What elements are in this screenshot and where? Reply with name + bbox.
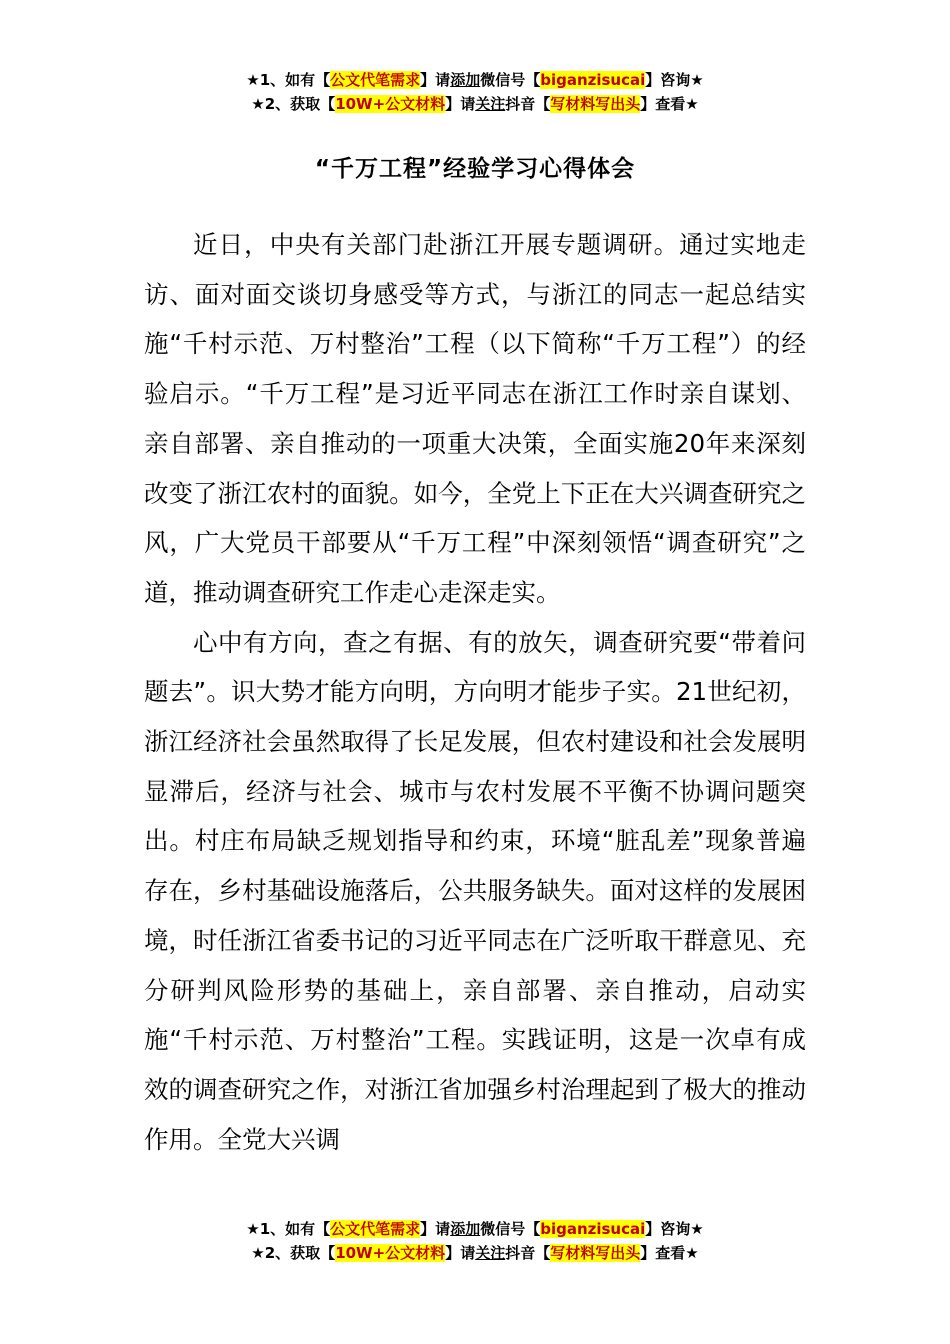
- ad-highlight: 10W+公文材料: [335, 95, 446, 113]
- ad-text: ★1、如有【: [246, 1220, 331, 1238]
- ad-text: ★2、获取【: [251, 95, 336, 113]
- header-ad-line-1: [0, 68, 950, 92]
- ad-text: ★1、如有【: [246, 71, 331, 89]
- ad-text: 】查看★: [640, 95, 699, 113]
- ad-text: 】请: [420, 71, 451, 89]
- ad-text: 】查看★: [640, 1244, 699, 1262]
- ad-text: 】请: [420, 1220, 451, 1238]
- header-ad: [0, 68, 950, 116]
- footer-ad-line-2: [0, 1241, 950, 1265]
- ad-wechat-id: biganzisucai: [540, 1220, 646, 1238]
- ad-text: 】请: [445, 1244, 476, 1262]
- ad-text: 抖音【: [505, 95, 551, 113]
- header-ad-line-2: [0, 92, 950, 116]
- ad-underlined-text: 关注: [475, 1244, 506, 1262]
- ad-text: 】咨询★: [645, 1220, 704, 1238]
- footer-ad-line-1: [0, 1217, 950, 1241]
- paragraph-2: 心中有方向，查之有据、有的放矢，调查研究要“带着问题去”。识大势才能方向明，方向明才能步子实。21世纪初，浙江经济社会虽然取得了长足发展，但农村建设和社会发展明显滞后，经济与社会、城市与农村发展不平衡不协调问题突出。村庄布局缺乏规划指导和约束，环境“脏乱差”现象普遍存在，乡村基础设施落后，公共服务缺失。面对这样的发展困境，时任浙江省委书记的习近平同志在广泛听取干群意见、充分研判风险形势的基础上，亲自部署、亲自推动，启动实施“千村示范、万村整治”工程。实践证明，这是一次卓有成效的调查研究之作，对浙江省加强乡村治理起到了极大的推动作用。全党大兴调: [144, 627, 806, 1154]
- ad-text: 】请: [445, 95, 476, 113]
- paragraph-1: 近日，中央有关部门赴浙江开展专题调研。通过实地走访、面对面交谈切身感受等方式，与浙江的同志一起总结实施“千村示范、万村整治”工程（以下简称“千万工程”）的经验启示。“千万工程”是习近平同志在浙江工作时亲自谋划、亲自部署、亲自推动的一项重大决策，全面实施20年来深刻改变了浙江农村的面貌。如今，全党上下正在大兴调查研究之风，广大党员干部要从“千万工程”中深刻领悟“调查研究”之道，推动调查研究工作走心走深走实。: [144, 230, 806, 607]
- ad-text: 抖音【: [505, 1244, 551, 1262]
- ad-douyin-id: 写材料写出头: [550, 95, 641, 113]
- ad-text: ★2、获取【: [251, 1244, 336, 1262]
- ad-wechat-id: biganzisucai: [540, 71, 646, 89]
- ad-douyin-id: 写材料写出头: [550, 1244, 641, 1262]
- ad-underlined-text: 关注: [475, 95, 506, 113]
- ad-text: 微信号【: [480, 1220, 541, 1238]
- ad-text: 】咨询★: [645, 71, 704, 89]
- ad-highlight: 公文代笔需求: [330, 71, 421, 89]
- document-title: “千万工程”经验学习心得体会: [314, 156, 636, 182]
- ad-underlined-text: 添加: [450, 71, 481, 89]
- footer-ad: [0, 1217, 950, 1265]
- ad-highlight: 公文代笔需求: [330, 1220, 421, 1238]
- ad-highlight: 10W+公文材料: [335, 1244, 446, 1262]
- ad-text: 微信号【: [480, 71, 541, 89]
- ad-underlined-text: 添加: [450, 1220, 481, 1238]
- document-body: [144, 220, 806, 1164]
